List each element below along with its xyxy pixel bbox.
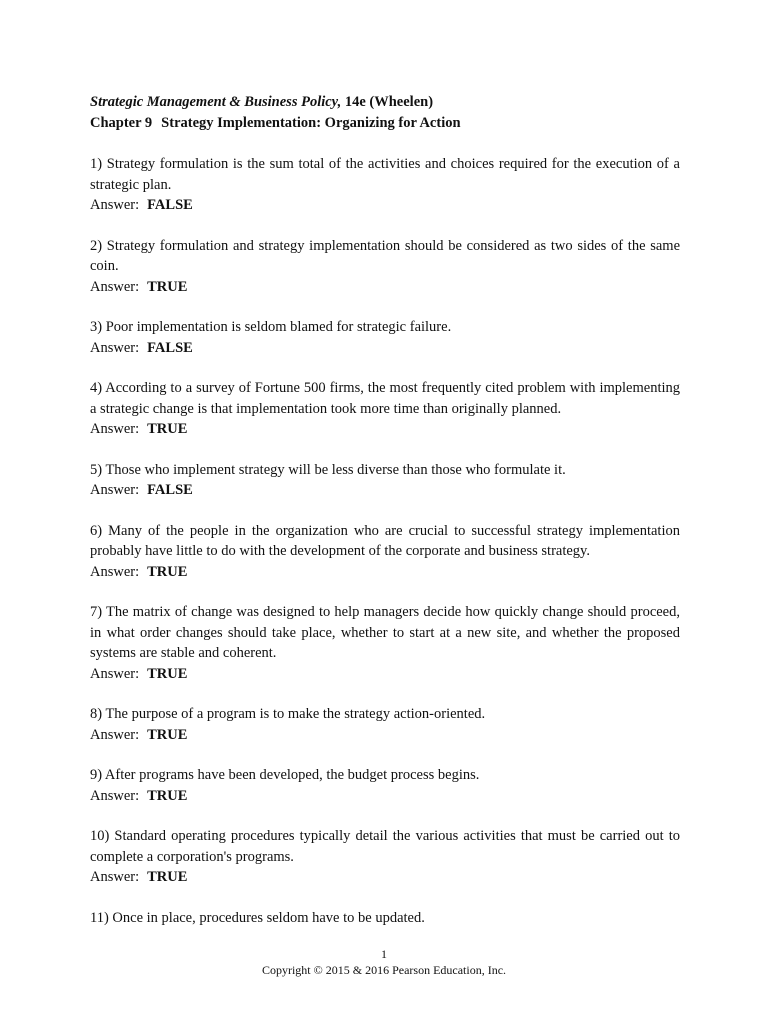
question-text: 2) Strategy formulation and strategy implementation should be considered as two sides of the same coin. bbox=[90, 237, 680, 274]
answer-label: Answer: bbox=[90, 787, 140, 804]
answer-label: Answer: bbox=[90, 421, 140, 437]
book-title: Strategic Management & Business Policy, bbox=[90, 94, 342, 110]
question-text: 10) Standard operating procedures typically detail the various activities that must be carried out to complete a corporation's programs. bbox=[90, 828, 680, 865]
question-text: 3) Poor implementation is seldom blamed for strategic failure. bbox=[90, 319, 452, 335]
answer-line bbox=[90, 725, 680, 746]
page-footer bbox=[0, 946, 768, 978]
answer-value: TRUE bbox=[147, 869, 188, 885]
answer-label: Answer: bbox=[90, 563, 140, 580]
answer-label: Answer: bbox=[90, 665, 140, 682]
answer-value: FALSE bbox=[147, 197, 193, 213]
question-item bbox=[90, 378, 680, 440]
answer-label: Answer: bbox=[90, 278, 140, 295]
question-list bbox=[90, 154, 680, 928]
answer-label: Answer: bbox=[90, 482, 140, 498]
question-item bbox=[90, 765, 680, 806]
answer-line bbox=[90, 480, 680, 501]
question-text: 9) After programs have been developed, the budget process begins. bbox=[90, 767, 480, 783]
question-item bbox=[90, 460, 680, 501]
answer-value: FALSE bbox=[147, 482, 193, 498]
answer-label: Answer: bbox=[90, 726, 140, 743]
question-item bbox=[90, 826, 680, 888]
answer-line bbox=[90, 277, 680, 298]
question-item bbox=[90, 154, 680, 216]
answer-label: Answer: bbox=[90, 197, 140, 213]
answer-line bbox=[90, 786, 680, 807]
page-content bbox=[90, 92, 680, 948]
answer-line bbox=[90, 562, 680, 583]
question-item bbox=[90, 236, 680, 298]
answer-value: TRUE bbox=[147, 665, 188, 682]
answer-value: TRUE bbox=[147, 278, 188, 295]
question-text: 4) According to a survey of Fortune 500 firms, the most frequently cited problem with implementing a strategic change is that implementation took more time than originally planned. bbox=[90, 380, 680, 417]
question-text: 1) Strategy formulation is the sum total of the activities and choices required for the execution of a strategic plan. bbox=[90, 156, 680, 193]
question-item bbox=[90, 908, 680, 929]
question-text: 6) Many of the people in the organization who are crucial to successful strategy implementation probably have little to do with the development of the corporate and business strategy. bbox=[90, 522, 680, 559]
book-edition: 14e (Wheelen) bbox=[344, 94, 434, 110]
answer-line bbox=[90, 419, 680, 440]
copyright-notice: Copyright © 2015 & 2016 Pearson Education, Inc. bbox=[261, 963, 507, 977]
answer-label: Answer: bbox=[90, 339, 140, 356]
answer-value: TRUE bbox=[147, 421, 188, 437]
book-title-line bbox=[90, 92, 680, 113]
question-item bbox=[90, 704, 680, 745]
answer-line bbox=[90, 195, 680, 216]
chapter-heading bbox=[90, 113, 680, 134]
question-item bbox=[90, 602, 680, 684]
question-text: 5) Those who implement strategy will be less diverse than those who formulate it. bbox=[90, 461, 566, 478]
question-item bbox=[90, 317, 680, 358]
answer-value: FALSE bbox=[147, 339, 193, 356]
answer-line bbox=[90, 664, 680, 685]
answer-value: TRUE bbox=[147, 726, 188, 743]
answer-line bbox=[90, 338, 680, 359]
question-text: 7) The matrix of change was designed to help managers decide how quickly change should proceed, in what order changes should take place, whether to start at a new site, and whether the proposed systems are stable and coherent. bbox=[90, 604, 680, 661]
question-item bbox=[90, 521, 680, 583]
chapter-number: Chapter 9 bbox=[90, 115, 153, 131]
answer-line bbox=[90, 867, 680, 888]
answer-value: TRUE bbox=[147, 563, 188, 580]
answer-label: Answer: bbox=[90, 869, 140, 885]
question-text: 11) Once in place, procedures seldom have to be updated. bbox=[90, 909, 425, 926]
question-text: 8) The purpose of a program is to make the strategy action-oriented. bbox=[90, 706, 486, 722]
answer-value: TRUE bbox=[147, 787, 188, 804]
chapter-title: Strategy Implementation: Organizing for Action bbox=[161, 115, 461, 131]
page-number: 1 bbox=[381, 947, 387, 961]
